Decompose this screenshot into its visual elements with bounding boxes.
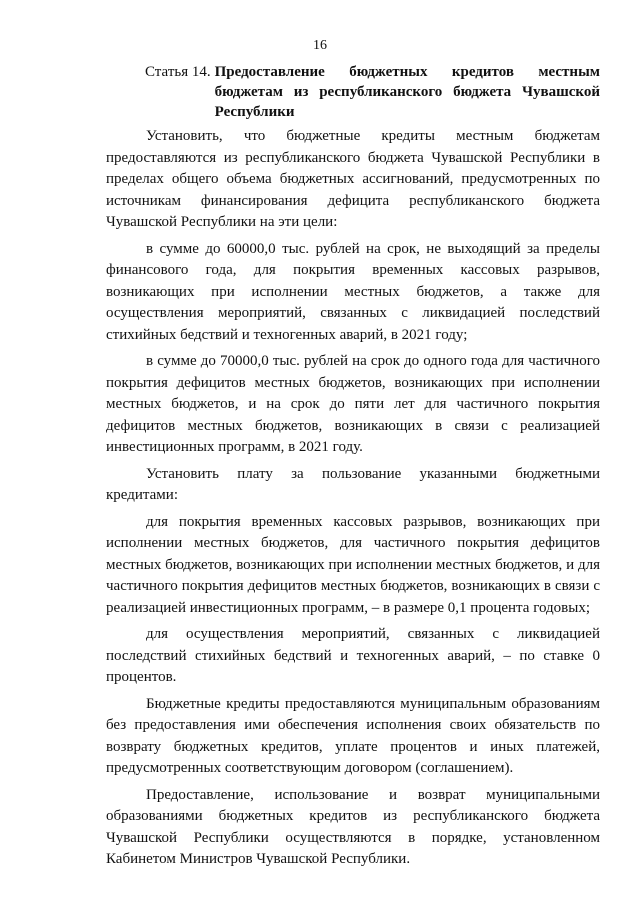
article-heading [145, 62, 600, 122]
paragraph: Установить плату за пользование указанными бюджетными кредитами: [106, 465, 600, 503]
article-body [106, 126, 600, 876]
page-number: 16 [313, 38, 327, 53]
paragraph: Установить, что бюджетные кредиты местным бюджетам предоставляются из республиканского бюджета Чувашской Республики в пределах общего объема бюджетных ассигнований, предусмотренных по источникам финансирования дефицита республиканского бюджета Чувашской Республики на эти цели: [106, 128, 600, 230]
paragraph: Бюджетные кредиты предоставляются муниципальным образованиям без предоставления ими обеспечения исполнения своих обязательств по возврату бюджетных кредитов, уплате процентов и иных платежей, предусмотренных соответствующим договором (соглашением). [106, 695, 600, 776]
article-title: Предоставление бюджетных кредитов местным бюджетам из республиканского бюджета Чувашской Республики [214, 64, 600, 120]
paragraph: Предоставление, использование и возврат муниципальными образованиями бюджетных кредитов из республиканского бюджета Чувашской Республики осуществляются в порядке, установленном Кабинетом Министров Чувашской Республики. [106, 786, 600, 867]
paragraph: в сумме до 70000,0 тыс. рублей на срок до одного года для частичного покрытия дефицитов местных бюджетов, возникающих при исполнении местных бюджетов, и на срок до пяти лет для частичного покрытия дефицитов местных бюджетов, возникающих в связи с реализацией инвестиционных программ, в 2021 году. [106, 353, 600, 455]
paragraph: в сумме до 60000,0 тыс. рублей на срок, не выходящий за пределы финансового года, для покрытия временных кассовых разрывов, возникающих при исполнении местных бюджетов, а также для осуществления мероприятий, связанных с ликвидацией последствий стихийных бедствий и техногенных аварий, в 2021 году; [106, 240, 600, 343]
paragraph: для осуществления мероприятий, связанных с ликвидацией последствий стихийных бедствий и техногенных аварий, – по ставке 0 процентов. [106, 626, 600, 685]
article-label: Статья 14. [145, 64, 211, 80]
paragraph: для покрытия временных кассовых разрывов, возникающих при исполнении местных бюджетов, для частичного покрытия дефицитов местных бюджетов, возникающих при исполнении местных бюджетов, и для частичного покрытия дефицитов местных бюджетов, возникающих в связи с реализацией инвестиционных программ, – в размере 0,1 процента годовых; [106, 513, 600, 616]
